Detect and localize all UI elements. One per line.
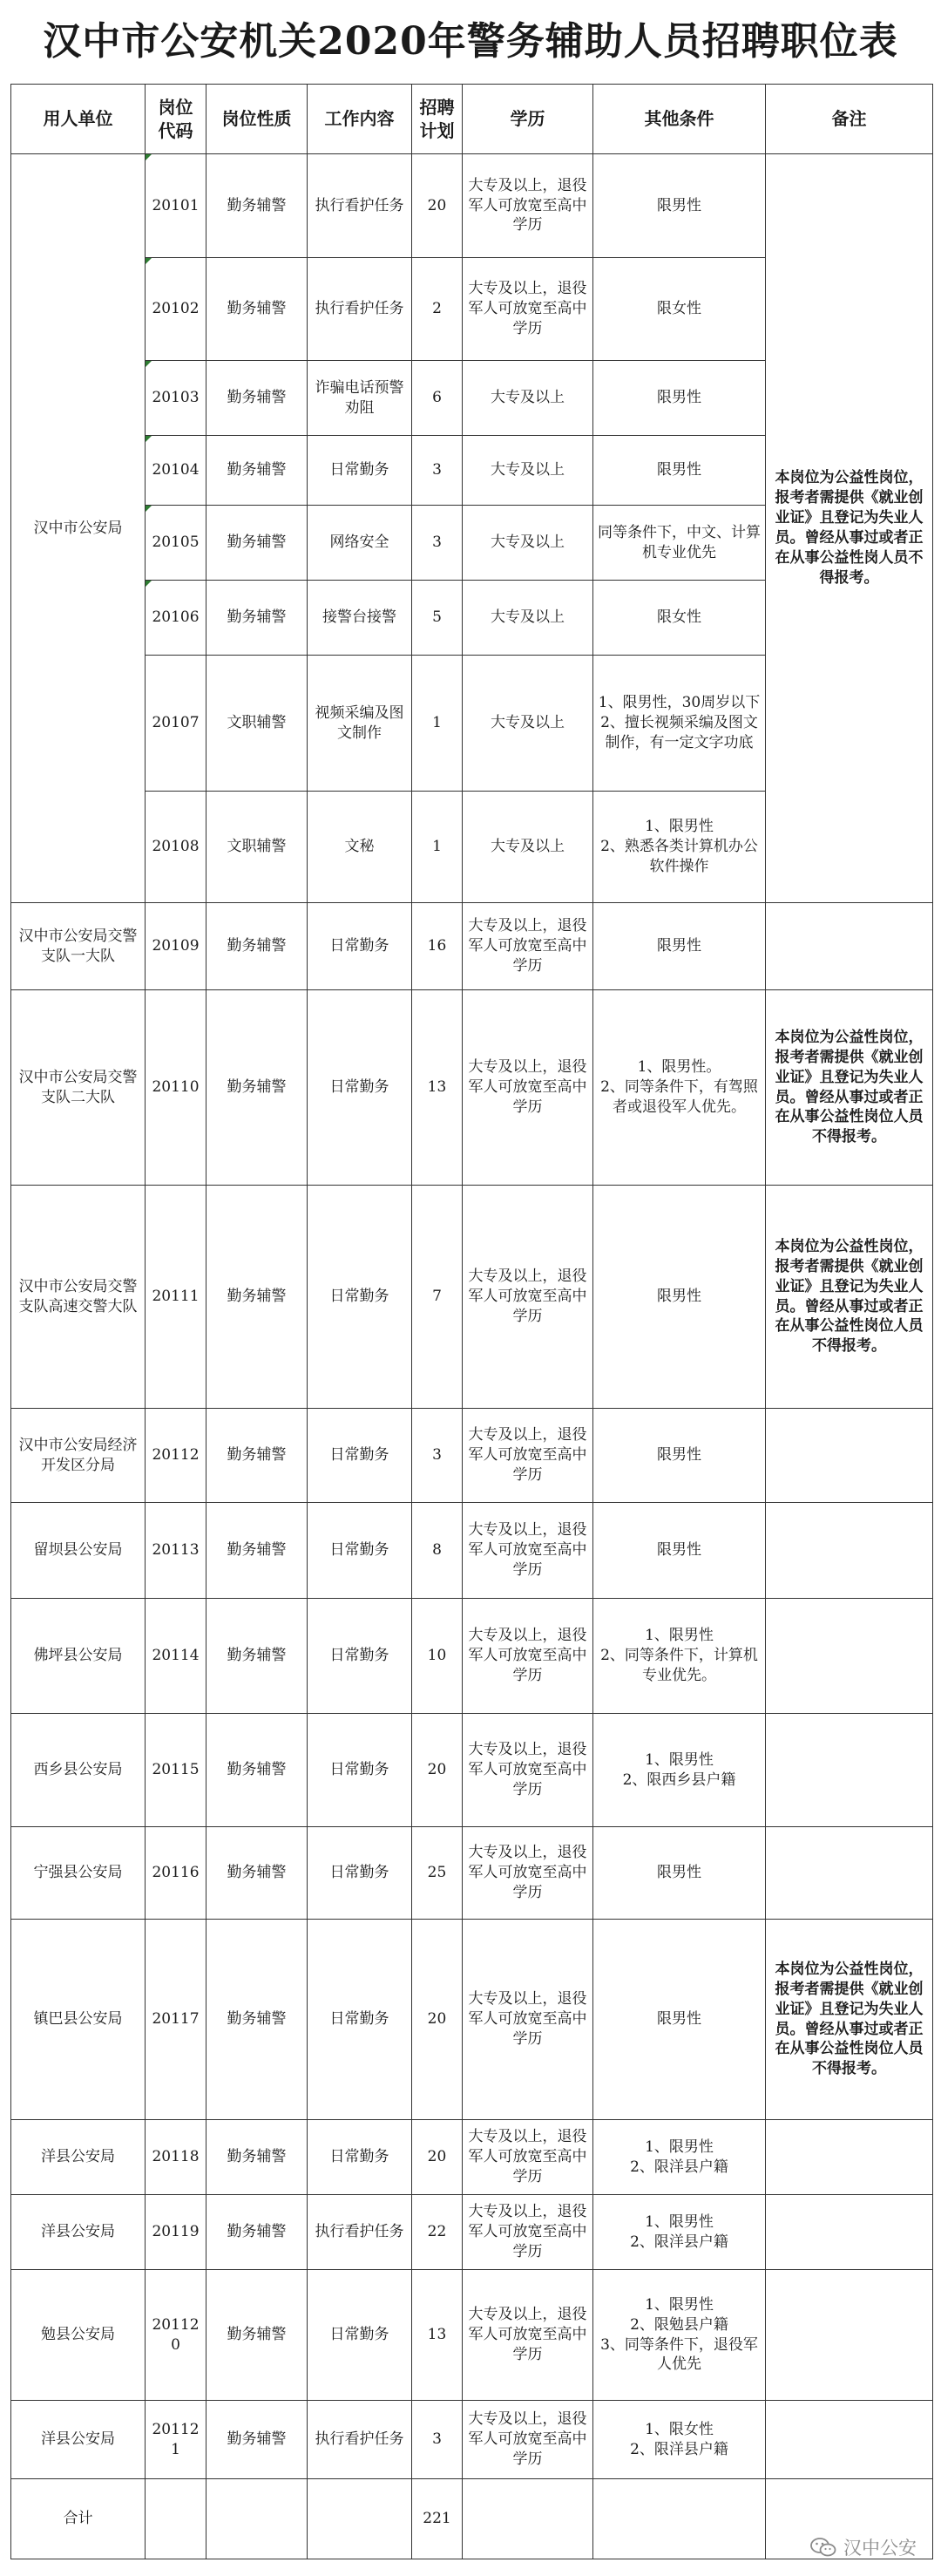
other-cell: 1、限男性 2、熟悉各类计算机办公软件操作 xyxy=(593,792,766,903)
plan-cell: 1 xyxy=(412,792,463,903)
table-row xyxy=(11,903,933,990)
nature-cell: 勤务辅警 xyxy=(206,1409,308,1503)
work-cell: 日常勤务 xyxy=(308,1409,412,1503)
work-cell: 日常勤务 xyxy=(308,2270,412,2401)
note-cell-empty xyxy=(766,1503,933,1599)
nature-cell: 文职辅警 xyxy=(206,656,308,792)
nature-cell: 勤务辅警 xyxy=(206,2120,308,2195)
other-cell: 1、限男性 2、限勉县户籍 3、同等条件下，退役军人优先 xyxy=(593,2270,766,2401)
unit-cell: 汉中市公安局交警支队高速交警大队 xyxy=(11,1186,146,1409)
code-cell: 20109 xyxy=(146,903,206,990)
work-cell: 日常勤务 xyxy=(308,903,412,990)
work-cell: 视频采编及图文制作 xyxy=(308,656,412,792)
table-row xyxy=(11,1599,933,1714)
unit-cell: 汉中市公安局交警支队一大队 xyxy=(11,903,146,990)
work-cell: 日常勤务 xyxy=(308,1186,412,1409)
code-cell xyxy=(146,258,206,361)
code-cell: 20118 xyxy=(146,2120,206,2195)
note-cell-empty xyxy=(766,2401,933,2479)
code-text: 20106 xyxy=(152,608,200,627)
work-cell: 日常勤务 xyxy=(308,1503,412,1599)
code-cell xyxy=(146,361,206,436)
plan-cell: 10 xyxy=(412,1599,463,1714)
edu-cell: 大专及以上，退役军人可放宽至高中学历 xyxy=(463,1503,593,1599)
work-cell: 日常勤务 xyxy=(308,990,412,1186)
table-row xyxy=(11,1186,933,1409)
plan-cell: 5 xyxy=(412,581,463,656)
code-text: 20108 xyxy=(152,838,200,856)
nature-cell: 勤务辅警 xyxy=(206,1920,308,2120)
code-cell: 20117 xyxy=(146,1920,206,2120)
unit-cell: 洋县公安局 xyxy=(11,2120,146,2195)
work-cell: 执行看护任务 xyxy=(308,258,412,361)
edu-cell: 大专及以上 xyxy=(463,656,593,792)
code-cell xyxy=(146,436,206,506)
note-cell: 本岗位为公益性岗位，报考者需提供《就业创业证》且登记为失业人员。曾经从事过或者正在从事公益性岗位人员不得报考。 xyxy=(766,990,933,1186)
table-row xyxy=(11,990,933,1186)
plan-cell: 3 xyxy=(412,2401,463,2479)
cell-marker-icon xyxy=(146,436,152,442)
work-cell: 日常勤务 xyxy=(308,1920,412,2120)
nature-cell: 勤务辅警 xyxy=(206,2401,308,2479)
nature-cell: 勤务辅警 xyxy=(206,1714,308,1827)
unit-cell: 留坝县公安局 xyxy=(11,1503,146,1599)
edu-cell: 大专及以上，退役军人可放宽至高中学历 xyxy=(463,1409,593,1503)
unit-cell: 汉中市公安局经济开发区分局 xyxy=(11,1409,146,1503)
plan-cell: 3 xyxy=(412,1409,463,1503)
code-text: 20103 xyxy=(152,389,200,407)
unit-cell: 洋县公安局 xyxy=(11,2401,146,2479)
note-cell: 本岗位为公益性岗位，报考者需提供《就业创业证》且登记为失业人员。曾经从事过或者正在从事公益性岗人员不得报考。 xyxy=(766,154,933,903)
work-cell: 诈骗电话预警劝阻 xyxy=(308,361,412,436)
unit-cell: 宁强县公安局 xyxy=(11,1827,146,1920)
table-row xyxy=(11,2120,933,2195)
code-cell: 20119 xyxy=(146,2195,206,2270)
nature-cell: 勤务辅警 xyxy=(206,1599,308,1714)
plan-cell: 13 xyxy=(412,2270,463,2401)
total-row xyxy=(11,2479,933,2559)
plan-cell: 1 xyxy=(412,656,463,792)
other-cell: 1、限男性，30周岁以下 2、擅长视频采编及图文制作，有一定文字功底 xyxy=(593,656,766,792)
cell-marker-icon xyxy=(146,581,152,587)
table-row xyxy=(11,1409,933,1503)
header-note: 备注 xyxy=(766,85,933,154)
work-cell: 文秘 xyxy=(308,792,412,903)
edu-cell: 大专及以上 xyxy=(463,436,593,506)
table-row xyxy=(11,1714,933,1827)
work-cell: 日常勤务 xyxy=(308,1714,412,1827)
other-cell: 限男性 xyxy=(593,1503,766,1599)
code-text: 20105 xyxy=(152,534,200,552)
nature-cell: 勤务辅警 xyxy=(206,506,308,581)
nature-cell: 勤务辅警 xyxy=(206,1827,308,1920)
nature-cell: 勤务辅警 xyxy=(206,1186,308,1409)
wechat-icon xyxy=(810,2537,836,2558)
plan-cell: 25 xyxy=(412,1827,463,1920)
code-cell: 20116 xyxy=(146,1827,206,1920)
total-plan: 221 xyxy=(412,2479,463,2559)
empty-cell xyxy=(463,2479,593,2559)
table-row xyxy=(11,1503,933,1599)
unit-cell: 勉县公安局 xyxy=(11,2270,146,2401)
plan-cell: 20 xyxy=(412,154,463,258)
work-cell: 执行看护任务 xyxy=(308,2401,412,2479)
page-title: 汉中市公安机关2020年警务辅助人员招聘职位表 xyxy=(43,19,898,64)
empty-cell xyxy=(308,2479,412,2559)
plan-cell: 16 xyxy=(412,903,463,990)
nature-cell: 勤务辅警 xyxy=(206,154,308,258)
nature-cell: 勤务辅警 xyxy=(206,581,308,656)
code-cell: 20114 xyxy=(146,1599,206,1714)
unit-cell: 汉中市公安局交警支队二大队 xyxy=(11,990,146,1186)
plan-cell: 7 xyxy=(412,1186,463,1409)
empty-cell xyxy=(593,2479,766,2559)
nature-cell: 勤务辅警 xyxy=(206,1503,308,1599)
nature-cell: 勤务辅警 xyxy=(206,258,308,361)
nature-cell: 勤务辅警 xyxy=(206,436,308,506)
header-nature: 岗位性质 xyxy=(206,85,308,154)
work-cell: 日常勤务 xyxy=(308,1827,412,1920)
recruitment-table xyxy=(10,84,933,2559)
table-row xyxy=(11,154,933,258)
work-cell: 执行看护任务 xyxy=(308,154,412,258)
other-cell: 限男性 xyxy=(593,903,766,990)
empty-cell xyxy=(146,2479,206,2559)
nature-cell: 文职辅警 xyxy=(206,792,308,903)
work-cell: 网络安全 xyxy=(308,506,412,581)
code-cell: 20115 xyxy=(146,1714,206,1827)
header-other: 其他条件 xyxy=(593,85,766,154)
nature-cell: 勤务辅警 xyxy=(206,2270,308,2401)
header-edu: 学历 xyxy=(463,85,593,154)
table-row xyxy=(11,2401,933,2479)
plan-cell: 3 xyxy=(412,506,463,581)
watermark-text: 汉中公安 xyxy=(843,2538,917,2559)
note-cell-empty xyxy=(766,1714,933,1827)
code-text: 20101 xyxy=(152,196,200,214)
plan-cell: 22 xyxy=(412,2195,463,2270)
nature-cell: 勤务辅警 xyxy=(206,903,308,990)
other-cell: 1、限男性。 2、同等条件下，有驾照者或退役军人优先。 xyxy=(593,990,766,1186)
other-cell: 限女性 xyxy=(593,581,766,656)
plan-cell: 6 xyxy=(412,361,463,436)
work-cell: 日常勤务 xyxy=(308,2120,412,2195)
other-cell: 1、限男性 2、同等条件下，计算机专业优先。 xyxy=(593,1599,766,1714)
code-cell: 20112 xyxy=(146,1409,206,1503)
work-cell: 执行看护任务 xyxy=(308,2195,412,2270)
note-cell-empty xyxy=(766,1409,933,1503)
edu-cell: 大专及以上，退役军人可放宽至高中学历 xyxy=(463,2195,593,2270)
other-cell: 限男性 xyxy=(593,1827,766,1920)
edu-cell: 大专及以上，退役军人可放宽至高中学历 xyxy=(463,1714,593,1827)
edu-cell: 大专及以上，退役军人可放宽至高中学历 xyxy=(463,2401,593,2479)
other-cell: 限男性 xyxy=(593,1920,766,2120)
other-cell: 限男性 xyxy=(593,361,766,436)
work-cell: 日常勤务 xyxy=(308,1599,412,1714)
other-cell: 1、限男性 2、限洋县户籍 xyxy=(593,2120,766,2195)
plan-cell: 20 xyxy=(412,2120,463,2195)
edu-cell: 大专及以上 xyxy=(463,581,593,656)
plan-cell: 20 xyxy=(412,1920,463,2120)
plan-cell: 20 xyxy=(412,1714,463,1827)
plan-cell: 2 xyxy=(412,258,463,361)
code-cell: 20113 xyxy=(146,1503,206,1599)
other-cell: 1、限男性 2、限洋县户籍 xyxy=(593,2195,766,2270)
nature-cell: 勤务辅警 xyxy=(206,990,308,1186)
note-cell-empty xyxy=(766,1827,933,1920)
edu-cell: 大专及以上，退役军人可放宽至高中学历 xyxy=(463,1920,593,2120)
other-cell: 限男性 xyxy=(593,1186,766,1409)
code-text: 20104 xyxy=(152,461,200,479)
edu-cell: 大专及以上，退役军人可放宽至高中学历 xyxy=(463,1599,593,1714)
edu-cell: 大专及以上，退役军人可放宽至高中学历 xyxy=(463,154,593,258)
plan-cell: 3 xyxy=(412,436,463,506)
nature-cell: 勤务辅警 xyxy=(206,2195,308,2270)
edu-cell: 大专及以上，退役军人可放宽至高中学历 xyxy=(463,1186,593,1409)
edu-cell: 大专及以上，退役军人可放宽至高中学历 xyxy=(463,1827,593,1920)
code-cell: 20110 xyxy=(146,990,206,1186)
edu-cell: 大专及以上，退役军人可放宽至高中学历 xyxy=(463,258,593,361)
other-cell: 限男性 xyxy=(593,436,766,506)
code-cell xyxy=(146,792,206,903)
other-cell: 限男性 xyxy=(593,154,766,258)
total-label: 合计 xyxy=(11,2479,146,2559)
note-cell-empty xyxy=(766,903,933,990)
header-unit: 用人单位 xyxy=(11,85,146,154)
code-cell: 201121 xyxy=(146,2401,206,2479)
watermark xyxy=(810,2535,917,2559)
code-text: 20107 xyxy=(152,714,200,732)
cell-marker-icon xyxy=(146,258,152,264)
unit-cell: 汉中市公安局 xyxy=(11,154,146,903)
other-cell: 1、限男性 2、限西乡县户籍 xyxy=(593,1714,766,1827)
unit-cell: 镇巴县公安局 xyxy=(11,1920,146,2120)
note-cell-empty xyxy=(766,2120,933,2195)
note-cell: 本岗位为公益性岗位，报考者需提供《就业创业证》且登记为失业人员。曾经从事过或者正在从事公益性岗位人员不得报考。 xyxy=(766,1920,933,2120)
other-cell: 1、限女性 2、限洋县户籍 xyxy=(593,2401,766,2479)
code-cell xyxy=(146,656,206,792)
note-cell: 本岗位为公益性岗位，报考者需提供《就业创业证》且登记为失业人员。曾经从事过或者正在从事公益性岗位人员不得报考。 xyxy=(766,1186,933,1409)
header-code: 岗位代码 xyxy=(146,85,206,154)
cell-marker-icon xyxy=(146,154,152,160)
unit-cell: 西乡县公安局 xyxy=(11,1714,146,1827)
table-row xyxy=(11,1827,933,1920)
other-cell: 限女性 xyxy=(593,258,766,361)
code-cell xyxy=(146,154,206,258)
table-row xyxy=(11,2270,933,2401)
unit-cell: 洋县公安局 xyxy=(11,2195,146,2270)
note-cell-empty xyxy=(766,1599,933,1714)
other-cell: 同等条件下，中文、计算机专业优先 xyxy=(593,506,766,581)
work-cell: 日常勤务 xyxy=(308,436,412,506)
edu-cell: 大专及以上 xyxy=(463,792,593,903)
plan-cell: 8 xyxy=(412,1503,463,1599)
code-cell xyxy=(146,581,206,656)
cell-marker-icon xyxy=(146,506,152,512)
note-cell-empty xyxy=(766,2195,933,2270)
nature-cell: 勤务辅警 xyxy=(206,361,308,436)
header-row xyxy=(11,85,933,154)
plan-cell: 13 xyxy=(412,990,463,1186)
other-cell: 限男性 xyxy=(593,1409,766,1503)
code-cell: 201120 xyxy=(146,2270,206,2401)
edu-cell: 大专及以上 xyxy=(463,506,593,581)
header-plan: 招聘计划 xyxy=(412,85,463,154)
edu-cell: 大专及以上，退役军人可放宽至高中学历 xyxy=(463,2270,593,2401)
header-work: 工作内容 xyxy=(308,85,412,154)
work-cell: 接警台接警 xyxy=(308,581,412,656)
table-row xyxy=(11,1920,933,2120)
edu-cell: 大专及以上，退役军人可放宽至高中学历 xyxy=(463,990,593,1186)
edu-cell: 大专及以上，退役军人可放宽至高中学历 xyxy=(463,903,593,990)
cell-marker-icon xyxy=(146,361,152,367)
edu-cell: 大专及以上，退役军人可放宽至高中学历 xyxy=(463,2120,593,2195)
code-cell: 20111 xyxy=(146,1186,206,1409)
empty-cell xyxy=(206,2479,308,2559)
note-cell-empty xyxy=(766,2270,933,2401)
edu-cell: 大专及以上 xyxy=(463,361,593,436)
code-text: 20102 xyxy=(152,300,200,318)
table-row xyxy=(11,2195,933,2270)
unit-cell: 佛坪县公安局 xyxy=(11,1599,146,1714)
code-cell xyxy=(146,506,206,581)
